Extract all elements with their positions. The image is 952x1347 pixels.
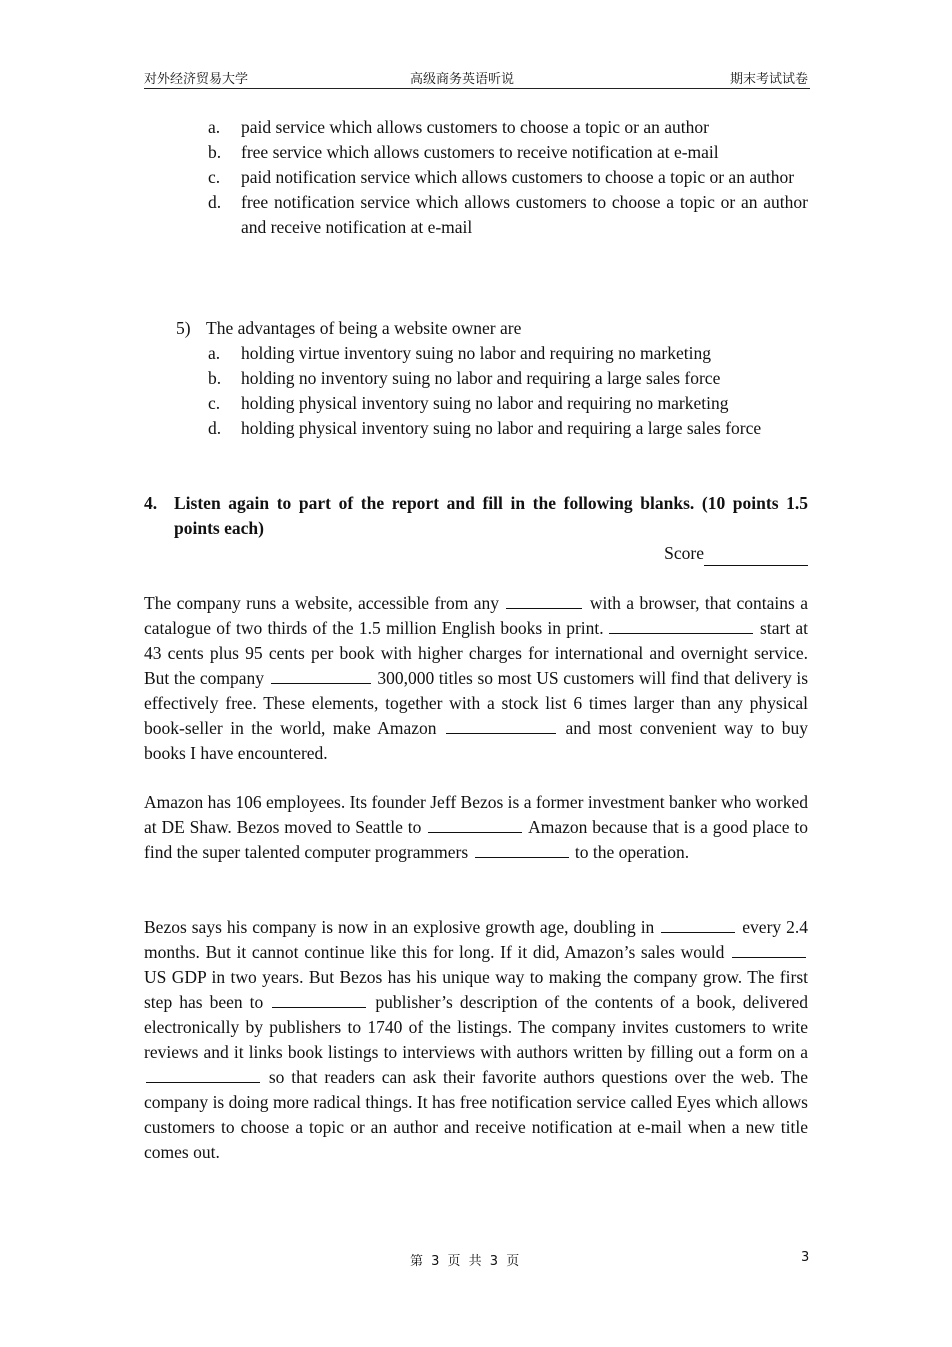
option-c xyxy=(208,165,808,190)
section-4-heading xyxy=(144,491,808,541)
section-number: 4. xyxy=(144,493,158,513)
fill-blank[interactable] xyxy=(146,1065,260,1083)
option-d xyxy=(208,416,808,441)
passage-text: so that readers can ask their favorite authors questions over the web. The company is doing more radical things. It has free notification service called Eyes which allows customers to choose a topic or an author and receive notification at e-mail when a new title comes out. xyxy=(144,1067,808,1162)
option-key: b. xyxy=(208,142,222,162)
option-d xyxy=(208,190,808,240)
header-university: 对外经济贸易大学 xyxy=(144,72,249,87)
passage-paragraph-2 xyxy=(144,790,808,865)
passage-text: and most convenient way to buy books I have encountered. xyxy=(144,718,808,763)
question-number: 5) xyxy=(176,318,191,338)
fill-blank[interactable] xyxy=(446,716,556,734)
option-key: a. xyxy=(208,117,221,137)
q4-option-list xyxy=(208,115,808,240)
question-text: The advantages of being a website owner are xyxy=(206,318,522,338)
option-a xyxy=(208,115,808,140)
score-field xyxy=(664,541,808,566)
option-text: paid service which allows customers to choose a topic or an author xyxy=(241,117,709,137)
fill-blank[interactable] xyxy=(428,815,522,833)
passage-text: 300,000 titles so most US customers will find that delivery is effectively free. These elements, together with a stock list 6 times larger than any physical book-seller in the world, make Amazon xyxy=(144,668,809,738)
fill-blank[interactable] xyxy=(271,666,371,684)
option-key: b. xyxy=(208,368,222,388)
option-text: holding physical inventory suing no labor and requiring a large sales force xyxy=(241,418,762,438)
passage-text: Amazon has 106 employees. Its founder Jeff Bezos is a former investment banker who worked at DE Shaw. Bezos moved to Seattle to xyxy=(144,792,809,837)
passage-text: every 2.4 months. But it cannot continue like this for long. If it did, Amazon’s sales would xyxy=(144,917,808,962)
option-key: c. xyxy=(208,167,221,187)
passage-text: US GDP in two years. But Bezos has his unique way to making the company grow. The first step has been to xyxy=(144,967,808,1012)
option-key: d. xyxy=(208,418,222,438)
question-5 xyxy=(176,316,521,341)
option-text: holding no inventory suing no labor and requiring a large sales force xyxy=(241,368,721,388)
option-key: c. xyxy=(208,393,221,413)
passage-text: Bezos says his company is now in an explosive growth age, doubling in xyxy=(144,917,655,937)
score-blank[interactable] xyxy=(704,547,808,566)
passage-text: to the operation. xyxy=(574,842,690,862)
page-header xyxy=(144,66,810,89)
option-c xyxy=(208,391,808,416)
option-key: a. xyxy=(208,343,221,363)
fill-blank[interactable] xyxy=(272,990,366,1008)
passage-text: with a browser, that contains a catalogue of two thirds of the 1.5 million English books in print. xyxy=(144,593,809,638)
passage-paragraph-1 xyxy=(144,591,808,766)
q5-option-list xyxy=(208,341,808,441)
option-text: free notification service which allows customers to choose a topic or an author and receive notification at e-mail xyxy=(241,192,808,237)
option-text: holding physical inventory suing no labor and requiring no marketing xyxy=(241,393,729,413)
option-text: free service which allows customers to receive notification at e-mail xyxy=(241,142,719,162)
score-label: Score xyxy=(664,543,704,563)
passage-text: Amazon because that is a good place to find the super talented computer programmers xyxy=(144,817,808,862)
passage-text: publisher’s description of the contents of a book, delivered electronically by publishers to 1740 of the listings. The company invites customers to write reviews and it links book listings to interviews with authors written by filling out a form on a xyxy=(144,992,809,1062)
fill-blank[interactable] xyxy=(475,840,569,858)
section-instruction: Listen again to part of the report and fill in the following blanks. (10 points 1.5 points each) xyxy=(174,493,808,538)
header-exam: 期末考试试卷 xyxy=(729,72,808,87)
option-b xyxy=(208,140,808,165)
page-count: 第 3 页 共 3 页 xyxy=(410,1254,522,1269)
option-text: holding virtue inventory suing no labor and requiring no marketing xyxy=(241,343,711,363)
fill-blank[interactable] xyxy=(661,915,735,933)
option-a xyxy=(208,341,808,366)
option-text: paid notification service which allows customers to choose a topic or an author xyxy=(241,167,795,187)
page-number: 3 xyxy=(801,1250,810,1265)
header-course: 高级商务英语听说 xyxy=(410,72,515,87)
option-key: d. xyxy=(208,192,222,212)
passage-text: The company runs a website, accessible from any xyxy=(144,593,500,613)
option-b xyxy=(208,366,808,391)
fill-blank[interactable] xyxy=(732,940,806,958)
fill-blank[interactable] xyxy=(506,591,582,609)
passage-text: start at 43 cents plus 95 cents per book with higher charges for international and overnight service. But the company xyxy=(144,618,809,688)
fill-blank[interactable] xyxy=(609,616,753,634)
passage-paragraph-3 xyxy=(144,915,808,1165)
